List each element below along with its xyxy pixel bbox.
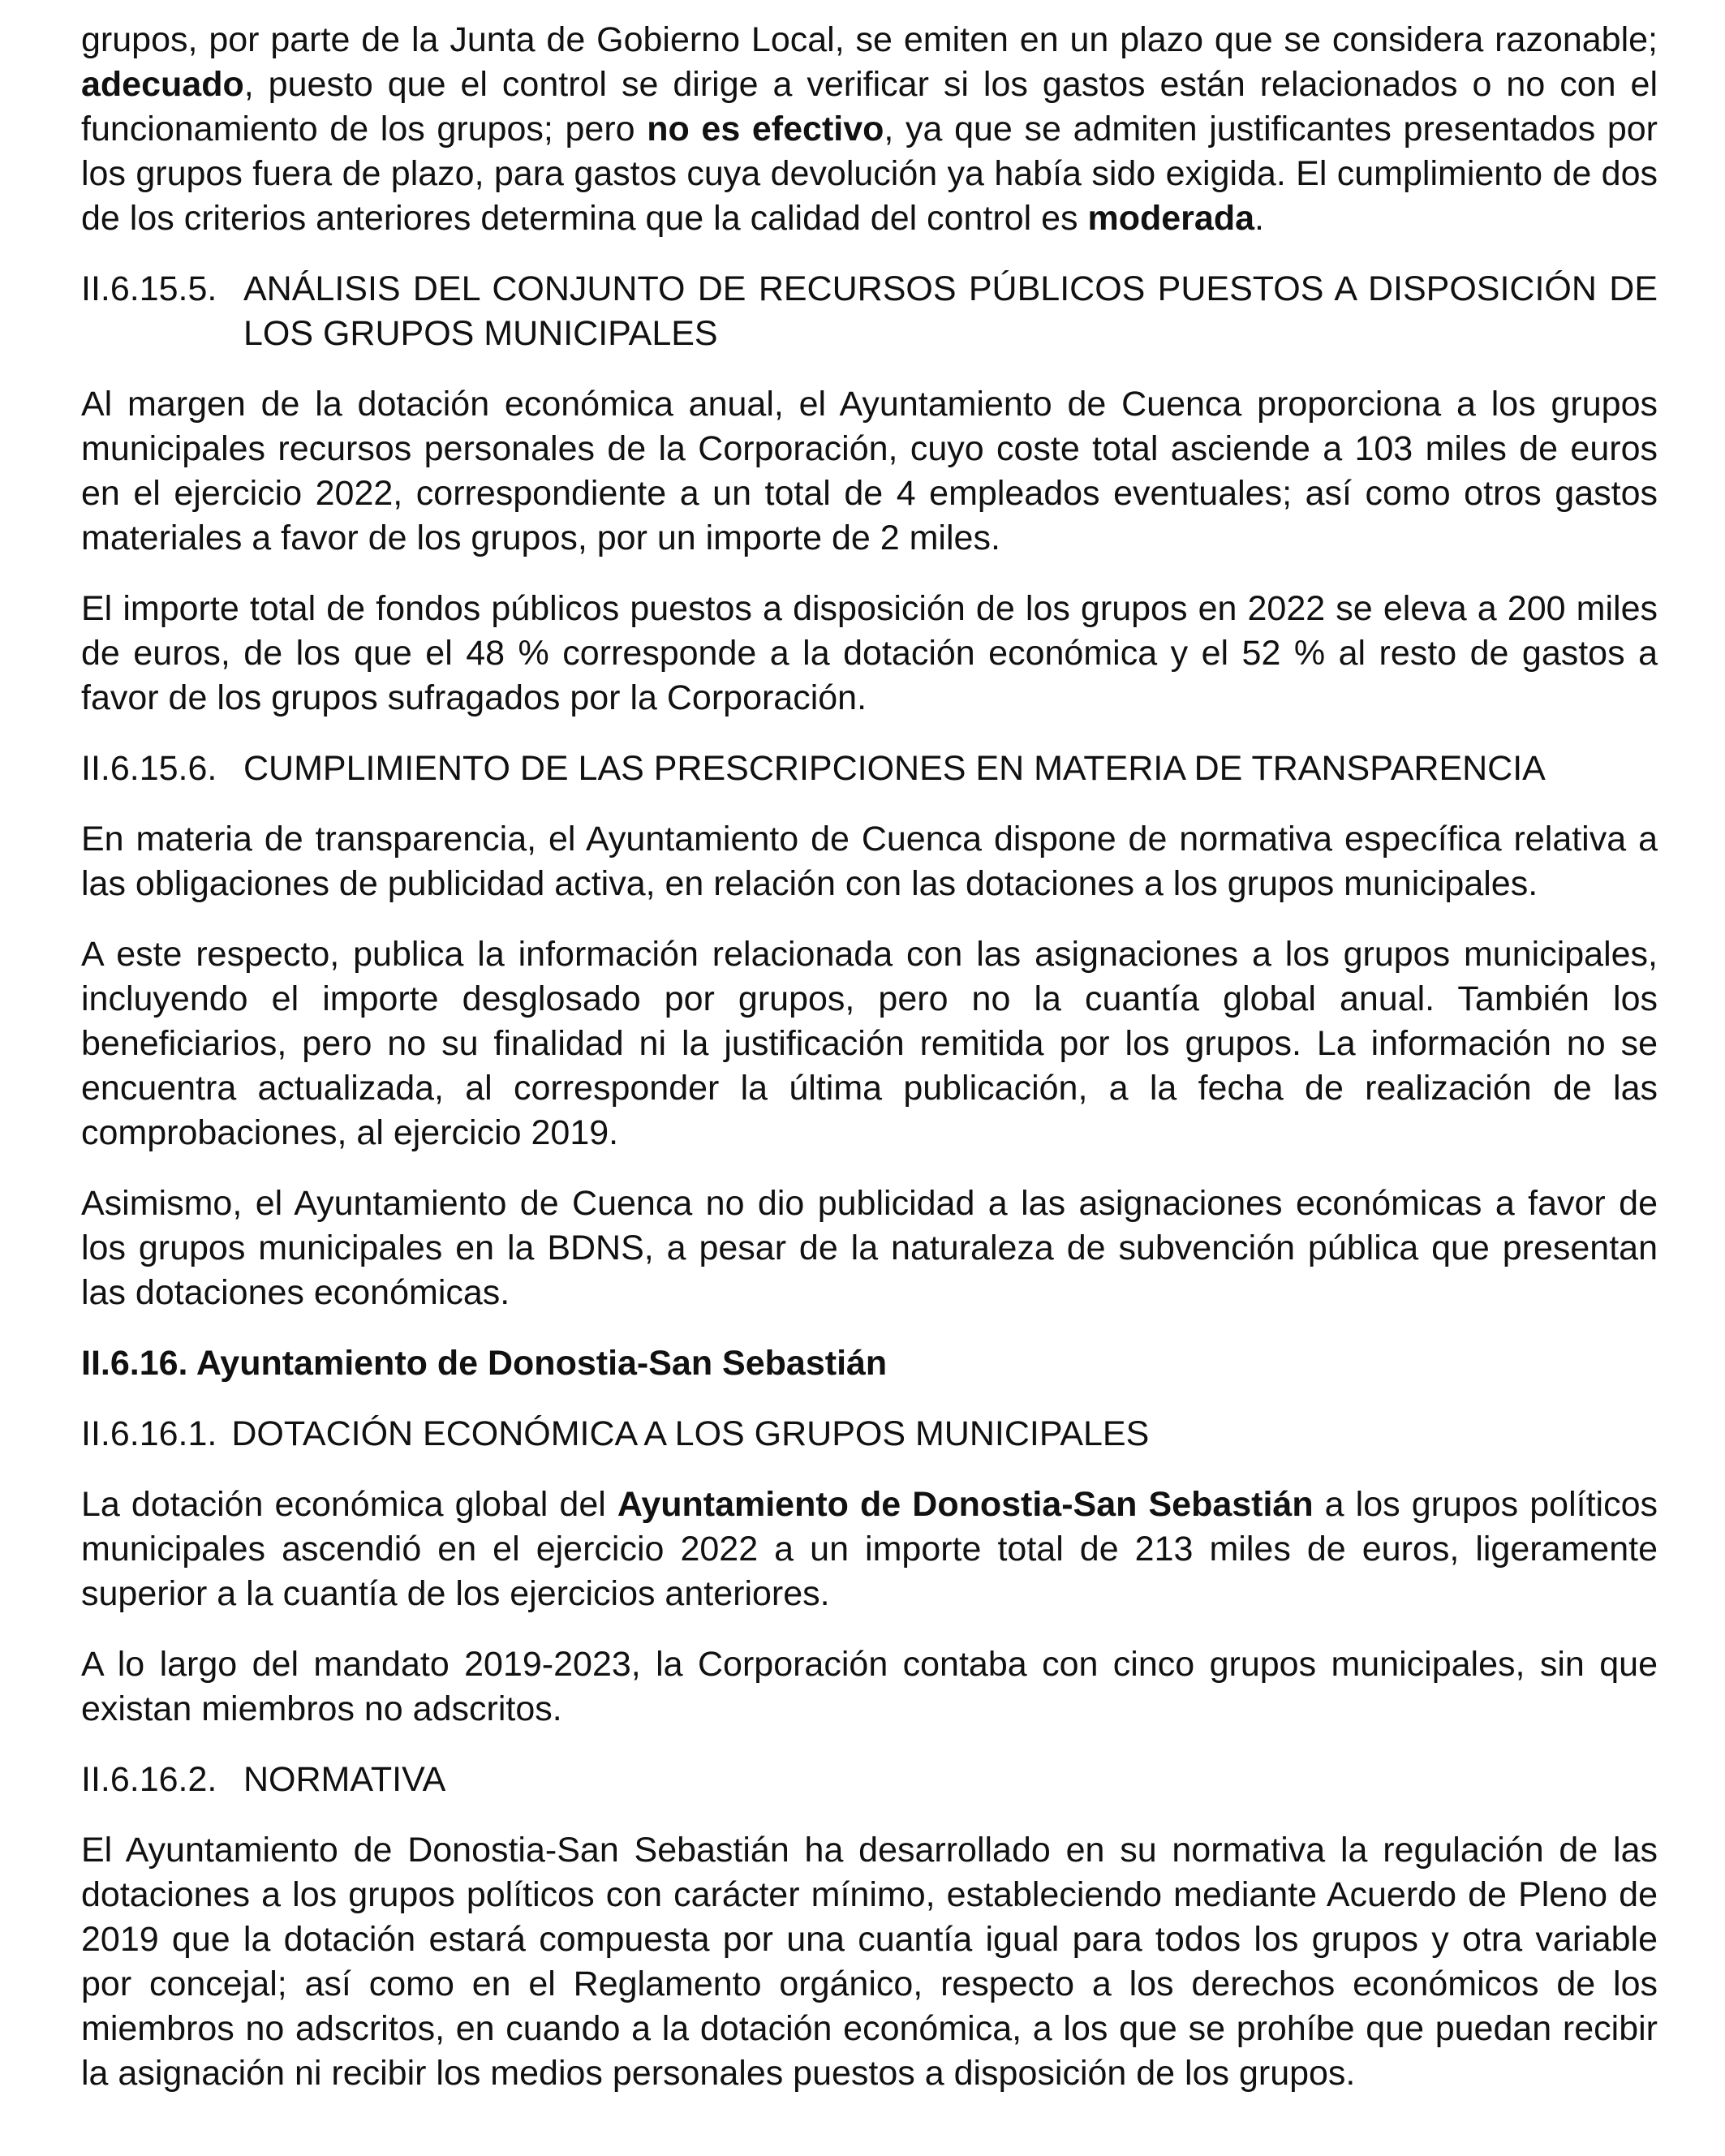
paragraph-transparencia: En materia de transparencia, el Ayuntamiento de Cuenca dispone de normativa específica relativa a las obligaciones de publicidad activa, en relación con las dotaciones a los grupos municipales. bbox=[81, 820, 1658, 903]
section-number: II.6.15.6. bbox=[81, 749, 217, 788]
section-heading-15-5 bbox=[81, 267, 1658, 356]
section-number: II.6.16.1. bbox=[81, 1414, 217, 1453]
text-run: grupos, por parte de la Junta de Gobierno Local, se emiten en un plazo que se considera razonable; bbox=[81, 20, 1658, 59]
paragraph-recursos-personales: Al margen de la dotación económica anual, el Ayuntamiento de Cuenca proporciona a los grupos municipales recursos personales de la Corporación, cuyo coste total asciende a 103 miles de euros en el ejercicio 2022, correspondiente a un total de 4 empleados eventuales; así como otros gastos materiales a favor de los grupos, por un importe de 2 miles. bbox=[81, 385, 1658, 557]
paragraph-informacion-publicada: A este respecto, publica la información relacionada con las asignaciones a los grupos municipales, incluyendo el importe desglosado por grupos, pero no la cuantía global anual. También los beneficiarios, pero no su finalidad ni la justificación remitida por los grupos. La información no se encuentra actualizada, al corresponder la última publicación, a la fecha de realización de las comprobaciones, al ejercicio 2019. bbox=[81, 935, 1658, 1152]
paragraph-bdns: Asimismo, el Ayuntamiento de Cuenca no dio publicidad a las asignaciones económicas a favor de los grupos municipales en la BDNS, a pesar de la naturaleza de subvención pública que presentan las dotaciones económicas. bbox=[81, 1184, 1658, 1312]
document-page bbox=[81, 18, 1658, 2122]
section-heading-16: II.6.16. Ayuntamiento de Donostia-San Sebastián bbox=[81, 1344, 888, 1383]
paragraph-importe-total: El importe total de fondos públicos puestos a disposición de los grupos en 2022 se eleva a 200 miles de euros, de los que el 48 % corresponde a la dotación económica y el 52 % al resto de gastos a favor de los grupos sufragados por la Corporación. bbox=[81, 589, 1658, 717]
section-title: NORMATIVA bbox=[243, 1760, 446, 1799]
section-number: II.6.16.2. bbox=[81, 1760, 217, 1799]
section-heading-16-1 bbox=[81, 1412, 1658, 1457]
section-title: CUMPLIMIENTO DE LAS PRESCRIPCIONES EN MATERIA DE TRANSPARENCIA bbox=[243, 749, 1546, 788]
text-run: a los grupos políticos municipales ascendió en el ejercicio 2022 a un importe total de 213 miles de euros, ligeramente superior a la cuantía de los ejercicios anteriores. bbox=[81, 1485, 1658, 1613]
bold-term-moderada: moderada bbox=[1087, 199, 1255, 238]
paragraph-dotacion-donostia bbox=[81, 1483, 1658, 1616]
paragraph-mandato: A lo largo del mandato 2019-2023, la Corporación contaba con cinco grupos municipales, sin que existan miembros no adscritos. bbox=[81, 1645, 1658, 1728]
paragraph-normativa: El Ayuntamiento de Donostia-San Sebastián ha desarrollado en su normativa la regulación de las dotaciones a los grupos políticos con carácter mínimo, estableciendo mediante Acuerdo de Pleno de 2019 que la dotación estará compuesta por una cuantía igual para todos los grupos y otra variable por concejal; así como en el Reglamento orgánico, respecto a los derechos económicos de los miembros no adscritos, en cuando a la dotación económica, a los que se prohíbe que puedan recibir la asignación ni recibir los medios personales puestos a disposición de los grupos. bbox=[81, 1831, 1658, 2093]
paragraph-control-quality bbox=[81, 18, 1658, 241]
section-heading-15-6 bbox=[81, 747, 1658, 791]
section-title: DOTACIÓN ECONÓMICA A LOS GRUPOS MUNICIPALES bbox=[231, 1414, 1150, 1453]
section-heading-16-2 bbox=[81, 1758, 1658, 1802]
section-number: II.6.15.5. bbox=[81, 269, 217, 308]
text-run: , puesto que el control se dirige a verificar si los gastos están relacionados o no con el funcionamiento de los grupos; pero bbox=[81, 65, 1658, 148]
text-run: . bbox=[1254, 199, 1264, 238]
bold-term-adecuado: adecuado bbox=[81, 65, 244, 104]
text-run: La dotación económica global del bbox=[81, 1485, 617, 1524]
bold-term-no-es-efectivo: no es efectivo bbox=[647, 110, 884, 148]
text-run: , ya que se admiten justificantes presentados por los grupos fuera de plazo, para gastos cuya devolución ya había sido exigida. El cumplimiento de dos de los criterios anteriores determina que la calidad del control es bbox=[81, 110, 1658, 238]
bold-term-ayuntamiento: Ayuntamiento de Donostia-San Sebastián bbox=[617, 1485, 1314, 1524]
section-title: ANÁLISIS DEL CONJUNTO DE RECURSOS PÚBLICOS PUESTOS A DISPOSICIÓN DE LOS GRUPOS MUNICIPALES bbox=[243, 269, 1658, 353]
